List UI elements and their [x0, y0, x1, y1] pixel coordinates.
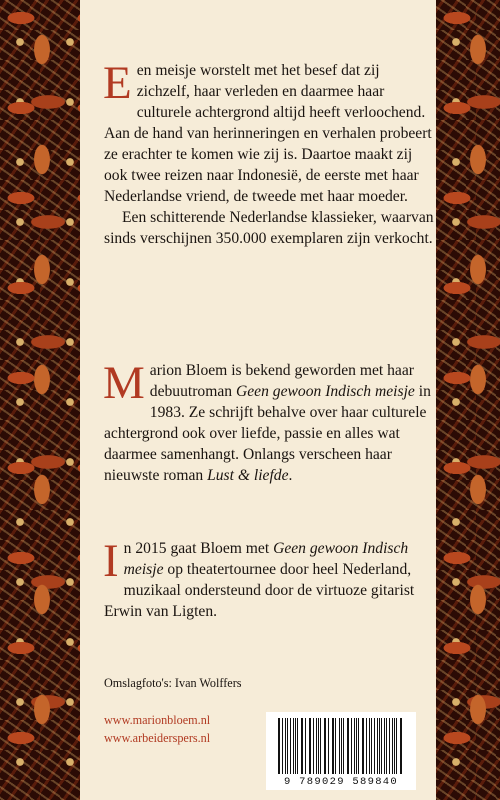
publisher-website-link[interactable]: www.arbeiderspers.nl	[104, 731, 211, 745]
photo-credits: Omslagfoto's: Ivan Wolffers	[104, 676, 242, 690]
author-website-link[interactable]: www.marionbloem.nl	[104, 713, 211, 727]
drop-cap-m: M	[103, 357, 145, 409]
barcode-bar	[282, 718, 283, 774]
back-cover-text-panel	[80, 0, 436, 800]
debut-novel-title: Geen gewoon Indisch meisje	[235, 383, 415, 400]
blurb-paragraph-1	[103, 57, 434, 207]
barcode-bar	[328, 718, 329, 774]
blurb	[103, 57, 434, 249]
website-links	[104, 711, 210, 747]
barcode-bar	[356, 718, 357, 774]
barcode-bar	[369, 718, 370, 774]
tour-show-title: Geen gewoon Indisch meisje	[123, 540, 409, 578]
drop-cap-e: E	[103, 57, 132, 109]
tour-announcement	[103, 535, 434, 622]
barcode-bar	[384, 718, 385, 774]
author-bio-end: .	[288, 467, 293, 484]
drop-cap-i: I	[103, 535, 119, 587]
barcode-bar	[297, 718, 298, 774]
batik-pattern-left	[0, 0, 80, 800]
barcode-bar	[363, 718, 364, 774]
barcode-bar	[287, 718, 288, 774]
tour-text-2: op theatertournee door heel Nederland, muzikaal ondersteund door de virtuoze gitarist Erwin van Ligten.	[104, 561, 415, 620]
blurb-paragraph-1-text: en meisje worstelt met het besef dat zij zichzelf, haar verleden en daarmee haar culturele achtergrond altijd heeft verloochend. Aan de hand van herinneringen en verhalen probeert ze erachter te komen wie zij is. Daartoe maakt zij ook twee reizen naar Indonesië, de eerste met haar Nederlandse vriend, de tweede met haar moeder.	[104, 62, 432, 205]
barcode-bar	[348, 718, 349, 774]
barcode-bar	[396, 718, 397, 774]
barcode-bar	[339, 718, 340, 774]
barcode-bar	[325, 718, 326, 774]
batik-pattern-right	[436, 0, 500, 800]
isbn-number: 9 789029 589840	[283, 776, 398, 788]
barcode-bar	[386, 718, 387, 774]
barcode-bar	[377, 718, 378, 774]
author-bio	[103, 357, 434, 486]
author-bio-text-1: arion Bloem is bekend geworden met haar debuutroman	[149, 362, 414, 400]
barcode-bars	[278, 718, 404, 774]
barcode-bar	[305, 718, 306, 774]
barcode-bar	[295, 718, 296, 774]
new-novel-title: Lust & liefde	[207, 467, 289, 484]
barcode-bar	[318, 718, 319, 774]
author-bio-text-2: in 1983. Ze schrijft behalve over haar culturele achtergrond ook over liefde, passie en alles wat daarmee samenhangt. Onlangs verscheen haar nieuwste roman	[104, 383, 431, 484]
tour-text-1: n 2015 gaat Bloem met	[123, 540, 274, 557]
isbn-barcode	[266, 712, 416, 790]
blurb-paragraph-2: Een schitterende Nederlandse klassieker, waarvan sinds verschijnen 350.000 exemplaren zijn verkocht.	[104, 209, 434, 247]
barcode-bar	[401, 718, 402, 774]
barcode-bar	[310, 718, 311, 774]
barcode-bar	[341, 718, 342, 774]
